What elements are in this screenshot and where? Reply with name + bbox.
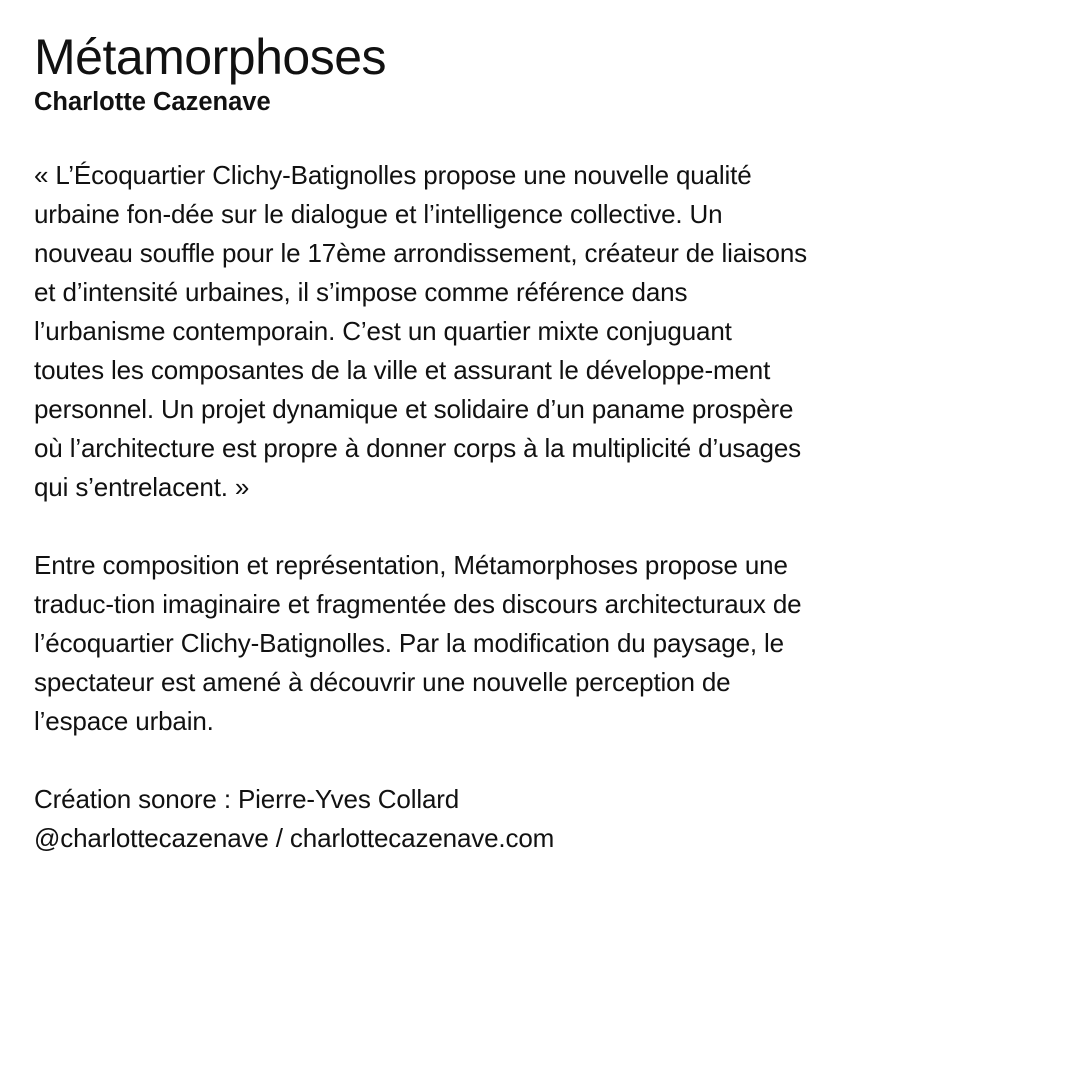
description-line: l’espace urbain. bbox=[34, 706, 214, 736]
quote-line: « L’Écoquartier Clichy-Batignolles propose une nouvelle qualité bbox=[34, 160, 752, 190]
quote-paragraph bbox=[34, 156, 1064, 507]
text-panel bbox=[34, 30, 1064, 858]
quote-line: l’urbanisme contemporain. C’est un quartier mixte conjuguant bbox=[34, 316, 732, 346]
author-name: Charlotte Cazenave bbox=[34, 88, 271, 116]
quote-line: qui s’entrelacent. » bbox=[34, 472, 250, 502]
social-links: @charlottecazenave / charlottecazenave.com bbox=[34, 823, 555, 853]
quote-line: où l’architecture est propre à donner corps à la multiplicité d’usages bbox=[34, 433, 802, 463]
description-line: traduc-tion imaginaire et fragmentée des discours architecturaux de bbox=[34, 589, 802, 619]
sound-credit: Création sonore : Pierre-Yves Collard bbox=[34, 784, 460, 814]
description-line: l’écoquartier Clichy-Batignolles. Par la modification du paysage, le bbox=[34, 628, 784, 658]
description-paragraph bbox=[34, 546, 1064, 741]
quote-line: et d’intensité urbaines, il s’impose comme référence dans bbox=[34, 277, 688, 307]
description-line: Entre composition et représentation, Métamorphoses propose une bbox=[34, 550, 788, 580]
description-line: spectateur est amené à découvrir une nouvelle perception de bbox=[34, 667, 731, 697]
quote-line: toutes les composantes de la ville et assurant le développe-ment bbox=[34, 355, 771, 385]
quote-line: nouveau souffle pour le 17ème arrondissement, créateur de liaisons bbox=[34, 238, 807, 268]
quote-line: personnel. Un projet dynamique et solidaire d’un paname prospère bbox=[34, 394, 794, 424]
quote-line: urbaine fon-dée sur le dialogue et l’intelligence collective. Un bbox=[34, 199, 723, 229]
page-title: Métamorphoses bbox=[34, 29, 386, 85]
credits bbox=[34, 780, 1064, 858]
